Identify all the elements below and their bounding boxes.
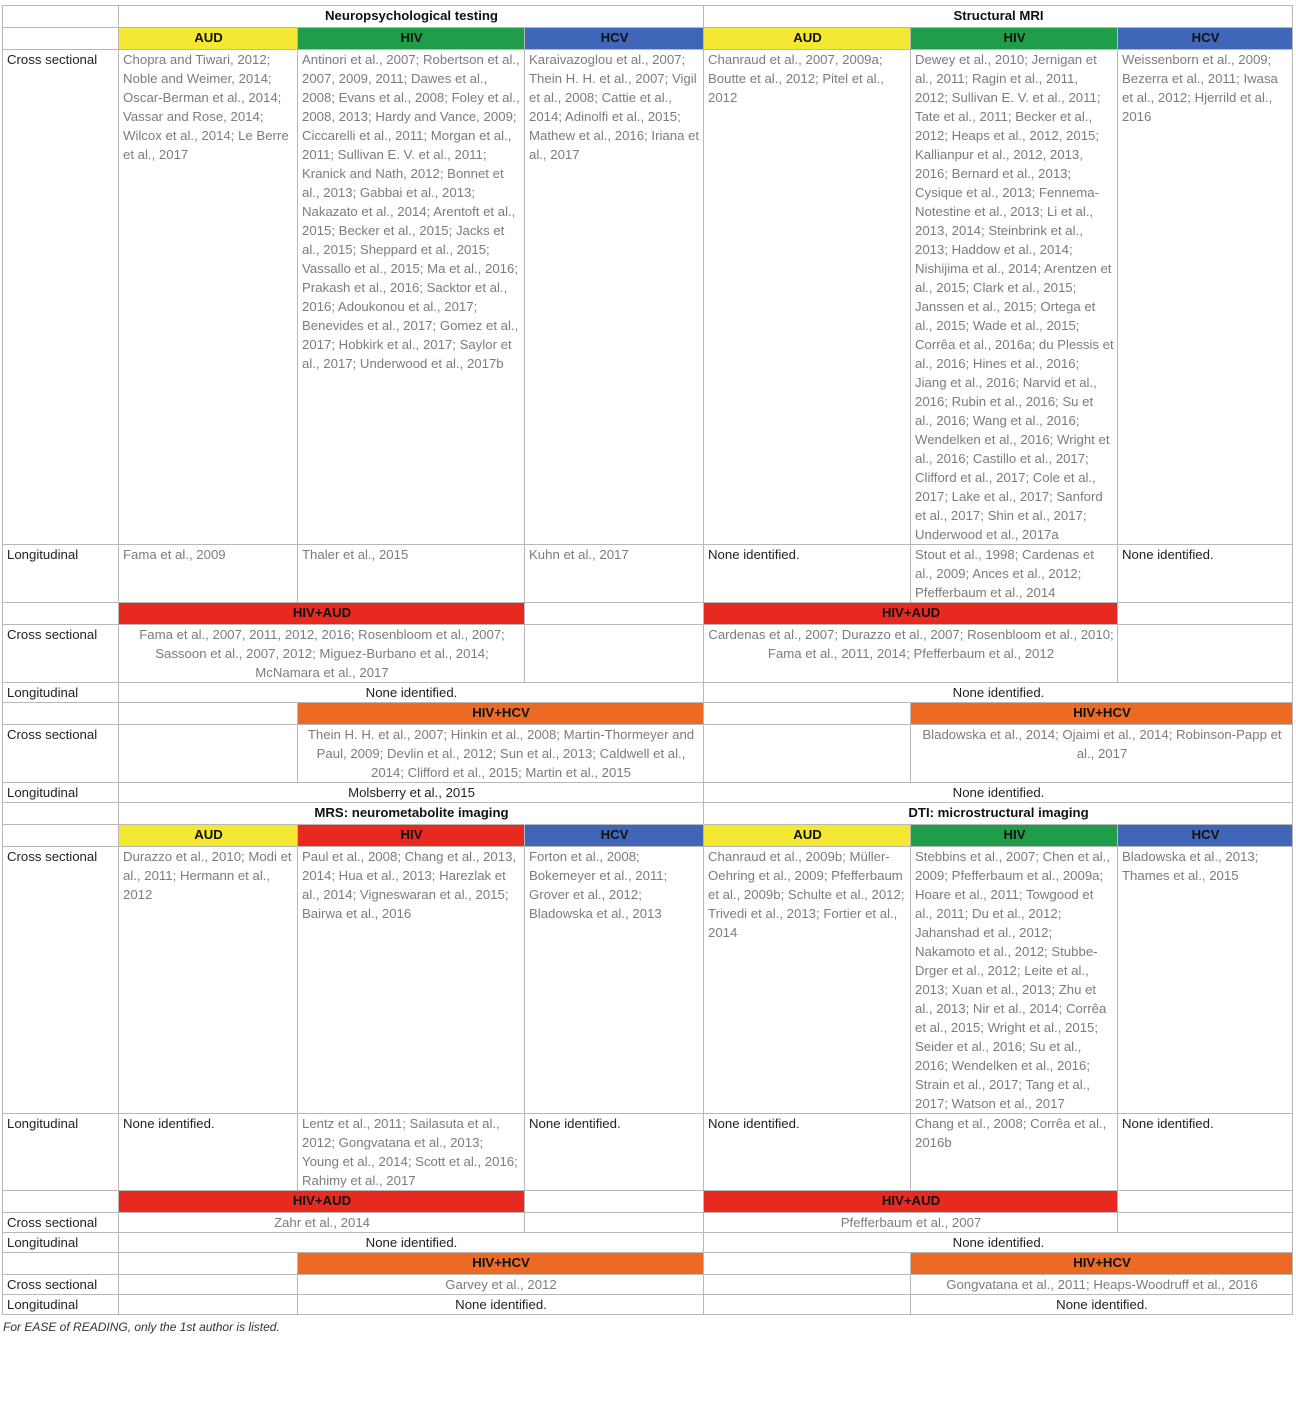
table-row — [3, 783, 1293, 803]
ref-cell: Lentz et al., 2011; Sailasuta et al., 2012; Gongvatana et al., 2013; Young et al., 2014; Scott et al., 2016; Rahimy et al., 2017 — [298, 1114, 525, 1191]
header-hiv: HIV — [911, 825, 1118, 847]
group-header-row — [3, 825, 1293, 847]
ref-cell: Molsberry et al., 2015 — [119, 783, 704, 803]
ref-cell: None identified. — [119, 1114, 298, 1191]
header-hiv-hcv: HIV+HCV — [911, 1253, 1293, 1275]
header-hcv: HCV — [1118, 28, 1293, 50]
section-title-dti: DTI: microstructural imaging — [704, 803, 1293, 825]
header-hiv-hcv: HIV+HCV — [911, 703, 1293, 725]
row-label: Cross sectional — [3, 847, 119, 1114]
header-aud: AUD — [704, 28, 911, 50]
header-hiv-aud: HIV+AUD — [119, 1191, 525, 1213]
ref-cell: Durazzo et al., 2010; Modi et al., 2011; Hermann et al., 2012 — [119, 847, 298, 1114]
ref-cell: Antinori et al., 2007; Robertson et al., 2007, 2009, 2011; Dawes et al., 2008; Evans et al., 2008; Foley et al., 2008, 2013; Hardy and Vance, 2009; Ciccarelli et al., 2011; Morgan et al., 2011; Sullivan E. V. et al., 2011; Kranick and Nath, 2012; Bonnet et al., 2013; Gabbai et al., 2013; Nakazato et al., 2014; Arentoft et al., 2015; Becker et al., 2015; Jacks et al., 2015; Sheppard et al., 2015; Vassallo et al., 2015; Ma et al., 2016; Prakash et al., 2016; Sacktor et al., 2016; Adoukonou et al., 2017; Benevides et al., 2017; Gomez et al., 2017; Hobkirk et al., 2017; Saylor et al., 2017; Underwood et al., 2017b — [298, 50, 525, 545]
row-label: Cross sectional — [3, 1213, 119, 1233]
ref-cell: Cardenas et al., 2007; Durazzo et al., 2007; Rosenbloom et al., 2010; Fama et al., 2011, 2014; Pfefferbaum et al., 2012 — [704, 625, 1118, 683]
header-hcv: HCV — [1118, 825, 1293, 847]
row-label: Cross sectional — [3, 725, 119, 783]
row-label: Cross sectional — [3, 1275, 119, 1295]
ref-cell: None identified. — [704, 683, 1293, 703]
table-row — [3, 1233, 1293, 1253]
row-label: Cross sectional — [3, 50, 119, 545]
section-title-row — [3, 6, 1293, 28]
group-header-row — [3, 703, 1293, 725]
ref-cell: None identified. — [119, 1233, 704, 1253]
row-label: Longitudinal — [3, 1114, 119, 1191]
ref-cell: None identified. — [298, 1295, 704, 1315]
header-hiv-aud: HIV+AUD — [704, 1191, 1118, 1213]
ref-cell: Chang et al., 2008; Corrêa et al., 2016b — [911, 1114, 1118, 1191]
ref-cell: Fama et al., 2007, 2011, 2012, 2016; Rosenbloom et al., 2007; Sassoon et al., 2007, 2012; Miguez-Burbano et al., 2014; McNamara et al., 2017 — [119, 625, 525, 683]
row-label: Longitudinal — [3, 783, 119, 803]
table-row — [3, 725, 1293, 783]
header-hiv-aud: HIV+AUD — [704, 603, 1118, 625]
ref-cell: Paul et al., 2008; Chang et al., 2013, 2014; Hua et al., 2013; Harezlak et al., 2014; Vigneswaran et al., 2015; Bairwa et al., 2016 — [298, 847, 525, 1114]
table-row — [3, 1275, 1293, 1295]
header-hiv-hcv: HIV+HCV — [298, 703, 704, 725]
row-label: Longitudinal — [3, 683, 119, 703]
ref-cell: Chopra and Tiwari, 2012; Noble and Weimer, 2014; Oscar-Berman et al., 2014; Vassar and Rose, 2014; Wilcox et al., 2014; Le Berre et al., 2017 — [119, 50, 298, 545]
ref-cell: None identified. — [704, 1114, 911, 1191]
row-label: Longitudinal — [3, 1295, 119, 1315]
ref-cell: None identified. — [704, 1233, 1293, 1253]
ref-cell: Thaler et al., 2015 — [298, 545, 525, 603]
ref-cell: Gongvatana et al., 2011; Heaps-Woodruff et al., 2016 — [911, 1275, 1293, 1295]
group-header-row — [3, 1253, 1293, 1275]
ref-cell: Bladowska et al., 2014; Ojaimi et al., 2014; Robinson-Papp et al., 2017 — [911, 725, 1293, 783]
header-aud: AUD — [704, 825, 911, 847]
ref-cell: None identified. — [525, 1114, 704, 1191]
ref-cell: None identified. — [704, 783, 1293, 803]
ref-cell: Kuhn et al., 2017 — [525, 545, 704, 603]
table-row — [3, 1295, 1293, 1315]
ref-cell: Karaivazoglou et al., 2007; Thein H. H. et al., 2007; Vigil et al., 2008; Cattie et al., 2014; Adinolfi et al., 2015; Mathew et al., 2016; Iriana et al., 2017 — [525, 50, 704, 545]
ref-cell: None identified. — [911, 1295, 1293, 1315]
row-label: Longitudinal — [3, 545, 119, 603]
header-aud: AUD — [119, 28, 298, 50]
ref-cell: None identified. — [1118, 1114, 1293, 1191]
header-hcv: HCV — [525, 825, 704, 847]
header-hiv-aud: HIV+AUD — [119, 603, 525, 625]
ref-cell: Forton et al., 2008; Bokemeyer et al., 2011; Grover et al., 2012; Bladowska et al., 2013 — [525, 847, 704, 1114]
header-hiv-hcv: HIV+HCV — [298, 1253, 704, 1275]
table-row — [3, 683, 1293, 703]
header-aud: AUD — [119, 825, 298, 847]
ref-cell: None identified. — [119, 683, 704, 703]
ref-cell: Weissenborn et al., 2009; Bezerra et al., 2011; Iwasa et al., 2012; Hjerrild et al., 2016 — [1118, 50, 1293, 545]
group-header-row — [3, 28, 1293, 50]
table-row — [3, 847, 1293, 1114]
ref-cell: Chanraud et al., 2007, 2009a; Boutte et al., 2012; Pitel et al., 2012 — [704, 50, 911, 545]
ref-cell: Pfefferbaum et al., 2007 — [704, 1213, 1118, 1233]
table-row — [3, 1114, 1293, 1191]
header-hiv: HIV — [298, 28, 525, 50]
section-title-structural-mri: Structural MRI — [704, 6, 1293, 28]
header-hcv: HCV — [525, 28, 704, 50]
ref-cell: Stout et al., 1998; Cardenas et al., 2009; Ances et al., 2012; Pfefferbaum et al., 2014 — [911, 545, 1118, 603]
ref-cell: Chanraud et al., 2009b; Müller-Oehring et al., 2009; Pfefferbaum et al., 2009b; Schulte et al., 2012; Trivedi et al., 2013; Fortier et al., 2014 — [704, 847, 911, 1114]
ref-cell: Dewey et al., 2010; Jernigan et al., 2011; Ragin et al., 2011, 2012; Sullivan E. V. et al., 2011; Tate et al., 2011; Becker et al., 2012; Heaps et al., 2012, 2015; Kallianpur et al., 2012, 2013, 2016; Bernard et al., 2013; Cysique et al., 2013; Fennema-Notestine et al., 2013; Li et al., 2013, 2014; Steinbrink et al., 2013; Haddow et al., 2014; Nishijima et al., 2014; Arentzen et al., 2015; Clark et al., 2015; Janssen et al., 2015; Ortega et al., 2015; Wade et al., 2015; Corrêa et al., 2016a; du Plessis et al., 2016; Hines et al., 2016; Jiang et al., 2016; Narvid et al., 2016; Rubin et al., 2016; Su et al., 2016; Wang et al., 2016; Wendelken et al., 2016; Wright et al., 2016; Castillo et al., 2017; Clifford et al., 2017; Cole et al., 2017; Lake et al., 2017; Sanford et al., 2017; Shin et al., 2017; Underwood et al., 2017a — [911, 50, 1118, 545]
section-title-neuropsych: Neuropsychological testing — [119, 6, 704, 28]
group-header-row — [3, 603, 1293, 625]
section-title-mrs: MRS: neurometabolite imaging — [119, 803, 704, 825]
ref-cell: Stebbins et al., 2007; Chen et al., 2009; Pfefferbaum et al., 2009a; Hoare et al., 2011; Towgood et al., 2011; Du et al., 2012; Jahanshad et al., 2012; Nakamoto et al., 2012; Stubbe-Drger et al., 2012; Leite et al., 2013; Xuan et al., 2013; Zhu et al., 2013; Nir et al., 2014; Corrêa et al., 2015; Wright et al., 2015; Seider et al., 2016; Su et al., 2016; Wendelken et al., 2016; Strain et al., 2017; Tang et al., 2017; Watson et al., 2017 — [911, 847, 1118, 1114]
group-header-row — [3, 1191, 1293, 1213]
ref-cell: None identified. — [704, 545, 911, 603]
table-footnote: For EASE of READING, only the 1st author is listed. — [3, 1320, 280, 1334]
literature-table — [2, 5, 1293, 1315]
ref-cell: Zahr et al., 2014 — [119, 1213, 525, 1233]
ref-cell: Bladowska et al., 2013; Thames et al., 2015 — [1118, 847, 1293, 1114]
ref-cell: Garvey et al., 2012 — [298, 1275, 704, 1295]
ref-cell: None identified. — [1118, 545, 1293, 603]
header-hiv: HIV — [911, 28, 1118, 50]
row-label: Longitudinal — [3, 1233, 119, 1253]
header-hiv: HIV — [298, 825, 525, 847]
row-label: Cross sectional — [3, 625, 119, 683]
table-row — [3, 545, 1293, 603]
ref-cell: Fama et al., 2009 — [119, 545, 298, 603]
table-row — [3, 625, 1293, 683]
section-title-row — [3, 803, 1293, 825]
table-row — [3, 50, 1293, 545]
ref-cell: Thein H. H. et al., 2007; Hinkin et al., 2008; Martin-Thormeyer and Paul, 2009; Devlin et al., 2012; Sun et al., 2013; Caldwell et al., 2014; Clifford et al., 2015; Martin et al., 2015 — [298, 725, 704, 783]
table-row — [3, 1213, 1293, 1233]
